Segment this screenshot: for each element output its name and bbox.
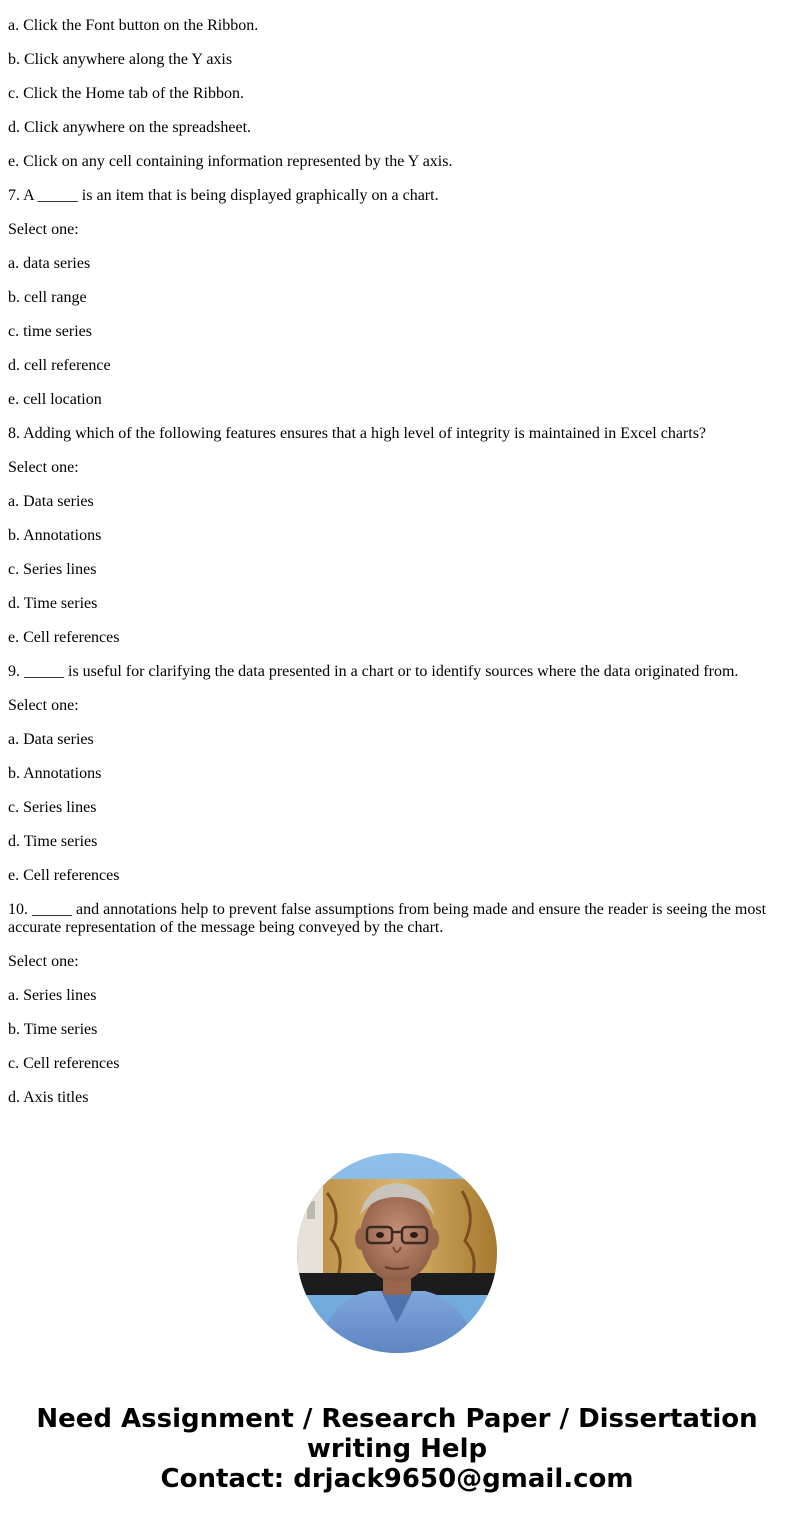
option-text: c. time series xyxy=(8,323,92,340)
option-text: a. data series xyxy=(8,255,91,272)
option-text: d. Axis titles xyxy=(8,1089,89,1106)
promo-contact: Contact: drjack9650@gmail.com xyxy=(160,1464,634,1494)
option-text: c. Series lines xyxy=(8,799,97,816)
select-one-label: Select one: xyxy=(8,221,79,238)
option-text: b. cell range xyxy=(8,289,87,306)
option-text: d. cell reference xyxy=(8,357,111,374)
option-text: a. Data series xyxy=(8,731,94,748)
option-text: e. Cell references xyxy=(8,629,120,646)
option-text: d. Click anywhere on the spreadsheet. xyxy=(8,119,252,136)
option-text: d. Time series xyxy=(8,833,98,850)
option-text: a. Series lines xyxy=(8,987,97,1004)
author-photo xyxy=(297,1153,497,1353)
option-text: b. Annotations xyxy=(8,765,102,782)
promo-line: Need Assignment / Research Paper / Dissertation xyxy=(36,1404,758,1434)
option-text: a. Click the Font button on the Ribbon. xyxy=(8,17,259,34)
question-text: 9. _____ is useful for clarifying the data presented in a chart or to identify sources where the data originated from. xyxy=(8,663,739,680)
option-text: e. Click on any cell containing information represented by the Y axis. xyxy=(8,153,453,170)
question-content xyxy=(8,0,786,1123)
question-text: 8. Adding which of the following features ensures that a high level of integrity is maintained in Excel charts? xyxy=(8,425,707,442)
question-text: 7. A _____ is an item that is being displayed graphically on a chart. xyxy=(8,187,439,204)
option-text: e. cell location xyxy=(8,391,102,408)
option-text: e. Cell references xyxy=(8,867,120,884)
option-text: a. Data series xyxy=(8,493,94,510)
select-one-label: Select one: xyxy=(8,953,79,970)
select-one-label: Select one: xyxy=(8,697,79,714)
option-text: b. Click anywhere along the Y axis xyxy=(8,51,233,68)
option-text: c. Click the Home tab of the Ribbon. xyxy=(8,85,244,102)
option-text: b. Annotations xyxy=(8,527,102,544)
promo-line: writing Help xyxy=(306,1434,488,1464)
option-text: c. Series lines xyxy=(8,561,97,578)
promo-banner xyxy=(0,1404,794,1494)
option-text: d. Time series xyxy=(8,595,98,612)
question-text: 10. _____ and annotations help to prevent false assumptions from being made and ensure the reader is seeing the most accurate representation of the message being conveyed by the chart. xyxy=(8,901,767,936)
select-one-label: Select one: xyxy=(8,459,79,476)
select-one-label xyxy=(8,0,786,1)
option-text: b. Time series xyxy=(8,1021,98,1038)
option-text: c. Cell references xyxy=(8,1055,120,1072)
